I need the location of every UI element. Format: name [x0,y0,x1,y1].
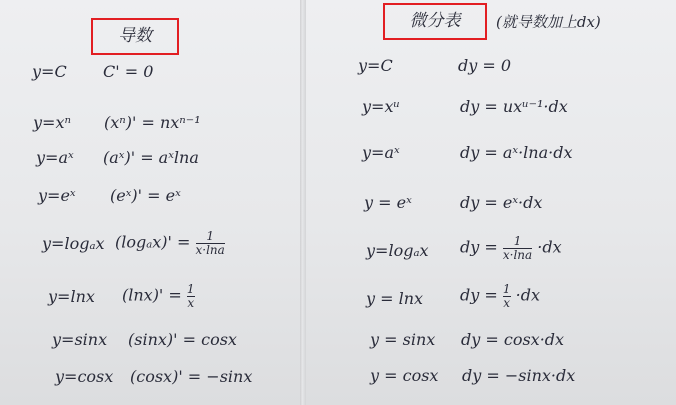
diff-expression [460,235,562,261]
diff-text: dy = eˣ·dx [460,193,543,212]
func-text: y=logₐx [42,234,105,253]
func-text: y=lnx [48,287,95,306]
fraction-numerator: 1 [186,282,195,296]
differential-row [306,330,676,360]
diff-text: dy = −sinx·dx [462,366,576,385]
differential-row [306,97,676,127]
deriv-prefix: (lnx)' = [122,285,182,305]
right-page [306,0,676,405]
func-text: y = sinx [370,330,436,349]
derivative-row [0,62,300,92]
left-title-box [91,18,179,55]
fraction [503,235,532,261]
diff-text: dy = 0 [458,56,512,75]
func-text: y=sinx [52,330,108,349]
func-text: y=logₐx [366,241,429,260]
diff-suffix: ·dx [515,285,540,305]
fraction [196,230,225,256]
derivative-row [0,148,300,178]
fraction-denominator: x [503,295,511,310]
diff-suffix: ·dx [537,237,562,257]
fraction [187,283,195,309]
derivative-row [0,330,300,360]
diff-expression [460,283,540,309]
right-title-note: (就导数加上dx) [496,13,601,31]
deriv-prefix: (logₐx)' = [115,232,191,252]
right-title: 微分表 [409,11,461,31]
left-page [0,0,300,405]
func-text: y=eˣ [38,186,76,205]
differential-row [306,235,676,265]
fraction-numerator: 1 [206,229,214,243]
derivative-row [0,186,300,216]
deriv-text: (sinx)' = cosx [128,330,237,349]
fraction-denominator: x·lna [502,247,533,262]
deriv-text: (aˣ)' = aˣlna [103,148,199,167]
deriv-text: (xⁿ)' = nxⁿ⁻¹ [104,113,201,132]
func-text: y = eˣ [364,193,412,212]
deriv-text: (cosx)' = −sinx [130,367,253,386]
diff-text: dy = cosx·dx [461,330,565,349]
deriv-text: C' = 0 [103,62,154,81]
func-text: y=xⁿ [33,113,71,132]
differential-row [306,56,676,86]
diff-text: dy = uxᵘ⁻¹·dx [460,97,568,116]
derivative-row [0,113,300,143]
func-text: y=C [358,56,393,75]
derivative-row [0,283,300,313]
fraction-denominator: x·lna [195,242,225,257]
fraction-numerator: 1 [513,234,522,248]
func-text: y=xᵘ [362,97,400,116]
diff-text: dy = aˣ·lna·dx [460,143,573,162]
differential-row [306,366,676,396]
func-text: y=cosx [55,367,114,386]
deriv-text: (eˣ)' = eˣ [110,186,181,205]
deriv-expression [115,230,225,256]
differential-row [306,143,676,173]
func-text: y = lnx [366,289,424,308]
diff-prefix: dy = [460,237,498,257]
derivative-row [0,230,300,260]
func-text: y=C [32,62,67,81]
func-text: y = cosx [370,366,439,385]
differential-row [306,193,676,223]
derivative-row [0,367,300,397]
func-text: y=aˣ [362,143,400,162]
diff-prefix: dy = [460,285,498,305]
fraction [503,283,511,309]
right-title-box [383,3,487,40]
fraction-denominator: x [187,295,195,310]
deriv-expression [122,283,195,309]
differential-row [306,283,676,313]
left-title: 导数 [118,26,152,46]
func-text: y=aˣ [36,148,74,167]
fraction-numerator: 1 [502,282,511,296]
